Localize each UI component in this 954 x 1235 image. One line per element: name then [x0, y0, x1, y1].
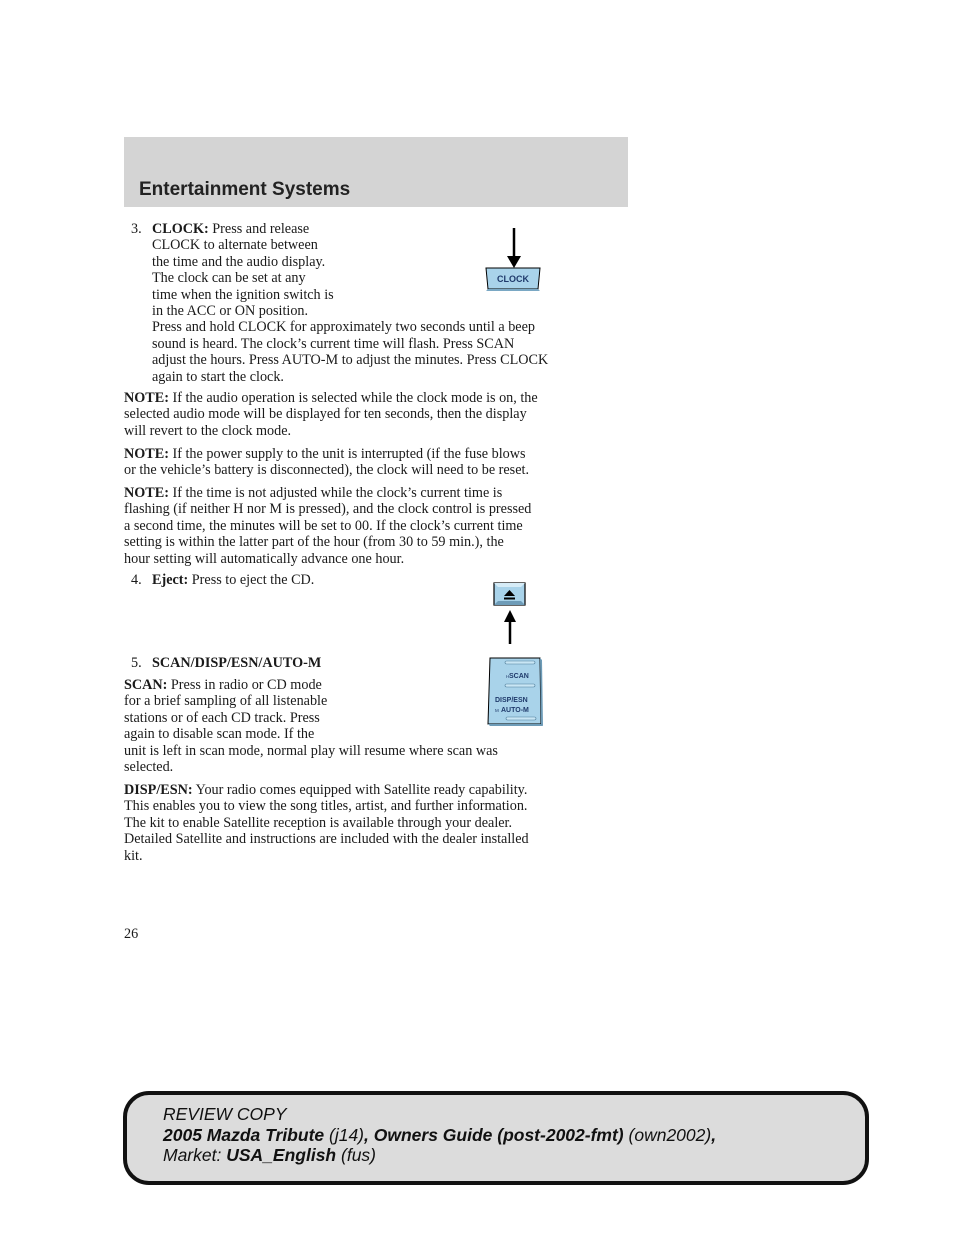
footer-market-label: Market:	[163, 1145, 222, 1165]
note-text: or the vehicle’s battery is disconnected), the clock will need to be reset.	[124, 462, 529, 479]
footer-title-line	[163, 1125, 716, 1146]
scan-text: unit is left in scan mode, normal play will resume where scan was	[124, 742, 498, 759]
page-number: 26	[124, 926, 139, 942]
clock-text-line: The clock can be set at any	[152, 270, 306, 287]
clock-text-line: the time and the audio display.	[152, 253, 326, 270]
note-text: setting is within the latter part of the hour (from 30 to 59 min.), the	[124, 534, 504, 551]
scan-heading-term: SCAN/DISP/ESN/AUTO-M	[152, 655, 322, 671]
clock-text-line: adjust the hours. Press AUTO-M to adjust the minutes. Press CLOCK	[152, 352, 549, 369]
eject-description	[152, 572, 314, 588]
eject-term: Eject:	[152, 572, 189, 588]
review-copy-footer	[123, 1091, 869, 1185]
clock-text-line: time when the ignition switch is	[152, 286, 334, 303]
note-paragraph	[124, 390, 538, 439]
review-copy-label: REVIEW COPY	[163, 1104, 287, 1124]
scan-text: for a brief sampling of all listenable	[124, 693, 328, 710]
clock-text-line: CLOCK to alternate between	[152, 237, 318, 254]
note-text: hour setting will automatically advance one hour.	[124, 550, 405, 567]
scan-text: stations or of each CD track. Press	[124, 709, 320, 726]
disp-text: The kit to enable Satellite reception is available through your dealer.	[124, 814, 513, 831]
note-paragraph	[124, 446, 529, 479]
note-text: If the audio operation is selected while the clock mode is on, the	[172, 390, 538, 406]
item-number: 5.	[131, 655, 142, 671]
scan-button-label: SCAN	[509, 673, 529, 680]
disp-text: This enables you to view the song titles, artist, and further information.	[124, 798, 528, 815]
disp-button-label: DISP/ESN	[495, 697, 528, 704]
scan-text: again to disable scan mode. If the	[124, 726, 315, 743]
item-number: 3.	[131, 221, 142, 237]
footer-model: 2005 Mazda Tribute	[163, 1125, 325, 1145]
footer-model-code: (j14)	[329, 1125, 365, 1145]
footer-market: USA_English	[226, 1145, 337, 1165]
note-text: selected audio mode will be displayed for ten seconds, then the display	[124, 406, 527, 423]
scan-label: SCAN:	[124, 677, 168, 693]
note-label: NOTE:	[124, 390, 169, 406]
clock-text-line: Press and release	[212, 221, 310, 237]
section-header-band	[124, 137, 628, 207]
footer-comma: ,	[711, 1125, 717, 1145]
footer-guide: , Owners Guide (post-2002-fmt)	[364, 1125, 624, 1145]
disp-text: kit.	[124, 847, 143, 864]
footer-review-line	[163, 1104, 287, 1125]
clock-term: CLOCK:	[152, 221, 209, 237]
note-text: a second time, the minutes will be set to 00. If the clock’s current time	[124, 517, 523, 534]
scan-paragraph	[124, 677, 498, 775]
eject-button-figure	[490, 580, 530, 646]
disp-text: Detailed Satellite and instructions are included with the dealer installed	[124, 831, 529, 848]
footer-market-code: (fus)	[341, 1145, 376, 1165]
auto-button-label: AUTO-M	[501, 707, 529, 714]
scan-disp-button-figure	[484, 656, 546, 728]
scan-heading	[152, 655, 321, 671]
footer-market-line	[163, 1145, 376, 1166]
clock-button-figure	[480, 226, 546, 294]
note-text: If the time is not adjusted while the clock’s current time is	[172, 485, 503, 501]
clock-text-line: Press and hold CLOCK for approximately two seconds until a beep	[152, 319, 535, 336]
footer-guide-code: (own2002)	[628, 1125, 712, 1145]
clock-text-line: again to start the clock.	[152, 368, 284, 385]
clock-text-line: in the ACC or ON position.	[152, 303, 309, 320]
auto-prefix: M	[495, 708, 499, 713]
note-text: will revert to the clock mode.	[124, 422, 292, 439]
disp-text: Your radio comes equipped with Satellite ready capability.	[195, 782, 528, 798]
item-number: 4.	[131, 572, 142, 588]
eject-text: Press to eject the CD.	[191, 572, 315, 588]
disp-label: DISP/ESN:	[124, 782, 193, 798]
note-text: flashing (if neither H nor M is pressed), and the clock control is pressed	[124, 501, 532, 518]
section-title: Entertainment Systems	[139, 179, 351, 200]
note-label: NOTE:	[124, 446, 169, 462]
scan-text: selected.	[124, 759, 174, 776]
clock-button-label: CLOCK	[497, 274, 529, 284]
clock-text-line: sound is heard. The clock’s current time will flash. Press SCAN	[152, 335, 515, 352]
scan-prefix: H	[506, 674, 510, 679]
note-paragraph	[124, 485, 531, 567]
disp-paragraph	[124, 782, 529, 864]
note-label: NOTE:	[124, 485, 169, 501]
scan-text: Press in radio or CD mode	[170, 677, 322, 693]
note-text: If the power supply to the unit is interrupted (if the fuse blows	[172, 446, 526, 462]
